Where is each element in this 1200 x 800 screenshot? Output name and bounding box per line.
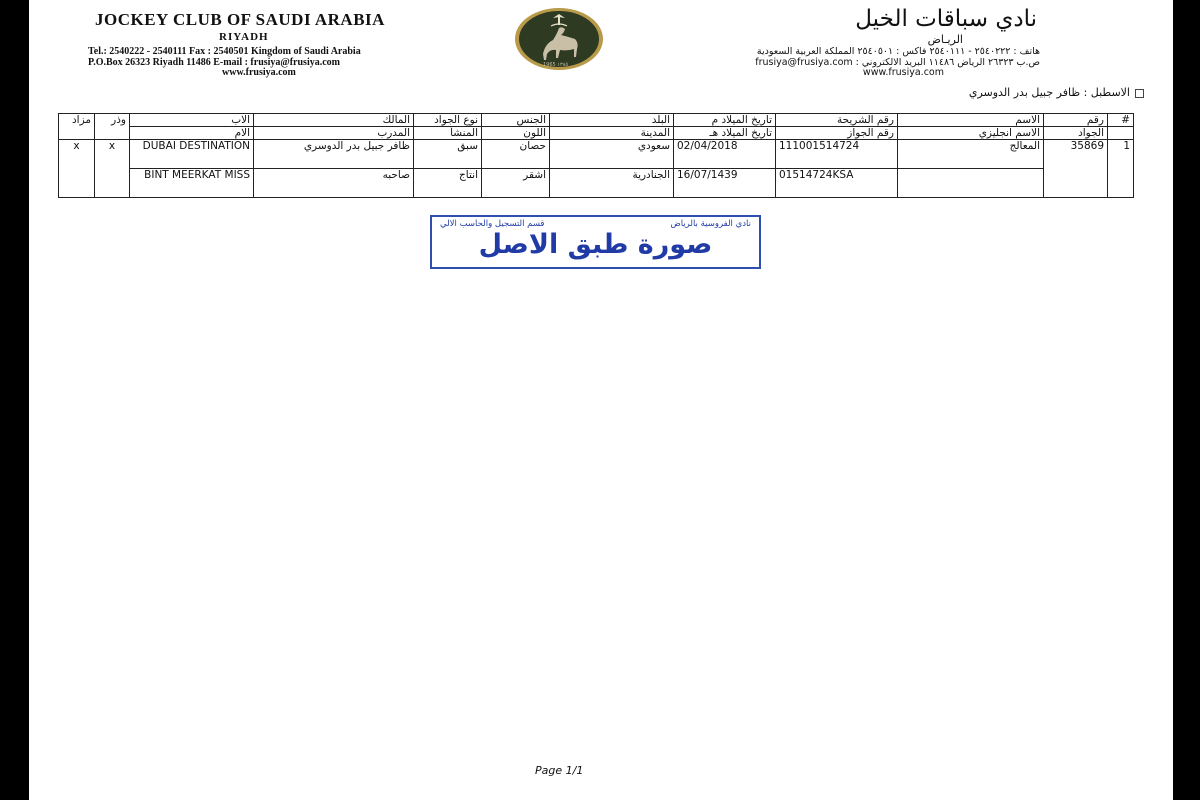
table-header-row [59,114,1134,127]
col-header-color: اللون [482,127,550,140]
website-en: www.frusiya.com [222,67,296,78]
col-header-name-en: الاسم انجليزي [898,127,1044,140]
stable-owner-line [969,86,1144,99]
col-header-auction: مزاد [59,114,95,140]
horse-emblem-icon [513,6,605,72]
table-row [59,140,1134,169]
cell-sex: حصان [482,140,550,169]
col-header-chip: رقم الشريحة [776,114,898,127]
cell-horse-number: 35869 [1044,140,1108,198]
col-header-origin: المنشأ [414,127,482,140]
col-header-sex: الجنس [482,114,550,127]
cell-name-en [898,169,1044,198]
contact-ar-line2: ص.ب ٢٦٣٢٣ الرياض ١١٤٨٦ البريد الالكتروني : frusiya@frusiya.com [755,57,1040,68]
page-number: Page 1/1 [535,764,584,777]
cell-dam: BINT MEERKAT MISS [130,169,254,198]
col-header-country: البلد [550,114,674,127]
cell-origin: انتاج [414,169,482,198]
col-header-horse: الجواد [1044,127,1108,140]
cell-sire: DUBAI DESTINATION [130,140,254,169]
stamp-club-text: نادي الفروسية بالرياض [670,219,751,229]
cell-passport: 01514724KSA [776,169,898,198]
cell-trainer: صاحبه [254,169,414,198]
contact-ar-line1: هاتف : ٢٥٤٠٢٢٢ - ٢٥٤٠١١١ فاكس : ٢٥٤٠٥٠١ المملكة العربية السعودية [756,46,1040,57]
city-en: RIYADH [219,31,269,43]
col-header-type: نوع الجواد [414,114,482,127]
contact-en-line2: P.O.Box 26323 Riyadh 11486 E-mail : frusiya@frusiya.com [88,57,340,68]
cell-color: اشقر [482,169,550,198]
col-header-trainer: المدرب [254,127,414,140]
cell-city: الجنادرية [550,169,674,198]
club-name-en: JOCKEY CLUB OF SAUDI ARABIA [95,10,385,29]
city-ar: الريـاض [927,33,963,46]
col-header-number: رقم [1044,114,1108,127]
horse-registration-table [58,113,1134,198]
col-header-passport: رقم الجواز [776,127,898,140]
stamp-department-text: قسم التسجيل والحاسب الالي [440,219,545,229]
col-header-index-blank [1108,127,1134,140]
cell-country: سعودي [550,140,674,169]
table-header-row [59,127,1134,140]
document-page [29,0,1173,800]
table-row [59,169,1134,198]
col-header-owner: المالك [254,114,414,127]
logo-years: 1965 ١٣٨٥ [543,62,569,68]
stable-text: الاسطبل : ظافر جبيل بدر الدوسري [968,86,1130,99]
cell-chip: 111001514724 [776,140,898,169]
col-header-city: المدينة [550,127,674,140]
cell-wather: x [95,140,130,198]
stamp-main-text: صورة طبق الاصل [478,229,713,260]
col-header-wather: وذر [95,114,130,140]
cell-auction: x [59,140,95,198]
website-ar: www.frusiya.com [862,67,944,78]
certified-copy-stamp [430,215,761,269]
contact-en-line1: Tel.: 2540222 - 2540111 Fax : 2540501 Kingdom of Saudi Arabia [88,46,361,57]
cell-name-ar: المعالج [898,140,1044,169]
checkbox-icon [1135,89,1144,98]
col-header-dob-h: تاريخ الميلاد هـ [674,127,776,140]
club-name-ar: نادي سباقات الخيل [855,6,1037,32]
cell-index: 1 [1108,140,1134,198]
cell-dob-g: 02/04/2018 [674,140,776,169]
col-header-dob-g: تاريخ الميلاد م [674,114,776,127]
col-header-dam: الام [130,127,254,140]
cell-owner: ظافر جبيل بدر الدوسري [254,140,414,169]
col-header-sire: الاب [130,114,254,127]
cell-dob-h: 16/07/1439 [674,169,776,198]
col-header-name: الاسم [898,114,1044,127]
club-logo [513,6,605,72]
col-header-index: # [1108,114,1134,127]
cell-type: سبق [414,140,482,169]
